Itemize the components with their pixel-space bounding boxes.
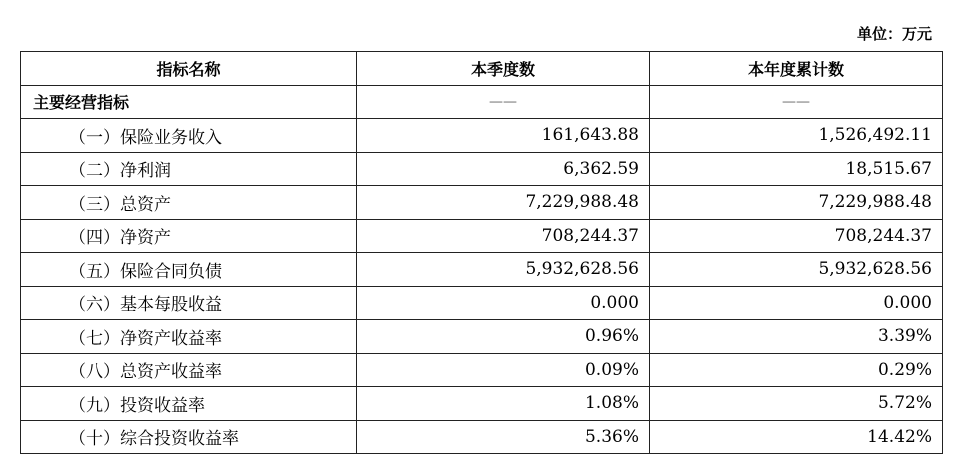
- row-name: （四）净资产: [21, 219, 357, 253]
- row-quarter-value: 7,229,988.48: [357, 186, 650, 220]
- row-quarter-value: 0.000: [357, 286, 650, 320]
- table-row: [21, 119, 943, 153]
- row-quarter-value: 0.09%: [357, 353, 650, 387]
- table-row: [21, 152, 943, 186]
- unit-label: 单位：万元: [856, 25, 932, 43]
- row-quarter-value: 5.36%: [357, 420, 650, 454]
- row-name: （六）基本每股收益: [21, 286, 357, 320]
- row-name: （七）净资产收益率: [21, 320, 357, 354]
- row-name: （二）净利润: [21, 152, 357, 186]
- row-ytd-value: 0.000: [650, 286, 943, 320]
- table-row: [21, 353, 943, 387]
- row-name: （五）保险合同负债: [21, 253, 357, 287]
- header-current-quarter: 本季度数: [357, 52, 650, 86]
- row-quarter-value: 161,643.88: [357, 119, 650, 153]
- row-name: （三）总资产: [21, 186, 357, 220]
- header-row: [21, 52, 943, 86]
- row-quarter-value: 708,244.37: [357, 219, 650, 253]
- row-name: （九）投资收益率: [21, 387, 357, 421]
- section-row: [21, 85, 943, 119]
- row-ytd-value: 708,244.37: [650, 219, 943, 253]
- table-row: [21, 387, 943, 421]
- header-year-to-date: 本年度累计数: [650, 52, 943, 86]
- indicator-table: [20, 51, 943, 454]
- table-row: [21, 320, 943, 354]
- row-ytd-value: 7,229,988.48: [650, 186, 943, 220]
- row-ytd-value: 18,515.67: [650, 152, 943, 186]
- row-ytd-value: 0.29%: [650, 353, 943, 387]
- row-ytd-value: 3.39%: [650, 320, 943, 354]
- row-name: （一）保险业务收入: [21, 119, 357, 153]
- row-quarter-value: 5,932,628.56: [357, 253, 650, 287]
- row-ytd-value: 5.72%: [650, 387, 943, 421]
- row-name: （十）综合投资收益率: [21, 420, 357, 454]
- header-indicator-name: 指标名称: [21, 52, 357, 86]
- row-ytd-value: 14.42%: [650, 420, 943, 454]
- section-title: 主要经营指标: [21, 85, 357, 119]
- row-quarter-value: 0.96%: [357, 320, 650, 354]
- row-quarter-value: 6,362.59: [357, 152, 650, 186]
- row-quarter-value: 1.08%: [357, 387, 650, 421]
- table-row: [21, 219, 943, 253]
- section-quarter-value: ——: [357, 85, 650, 119]
- table-row: [21, 186, 943, 220]
- table-row: [21, 253, 943, 287]
- table-row: [21, 286, 943, 320]
- row-name: （八）总资产收益率: [21, 353, 357, 387]
- section-ytd-value: ——: [650, 85, 943, 119]
- row-ytd-value: 1,526,492.11: [650, 119, 943, 153]
- table-row: [21, 420, 943, 454]
- row-ytd-value: 5,932,628.56: [650, 253, 943, 287]
